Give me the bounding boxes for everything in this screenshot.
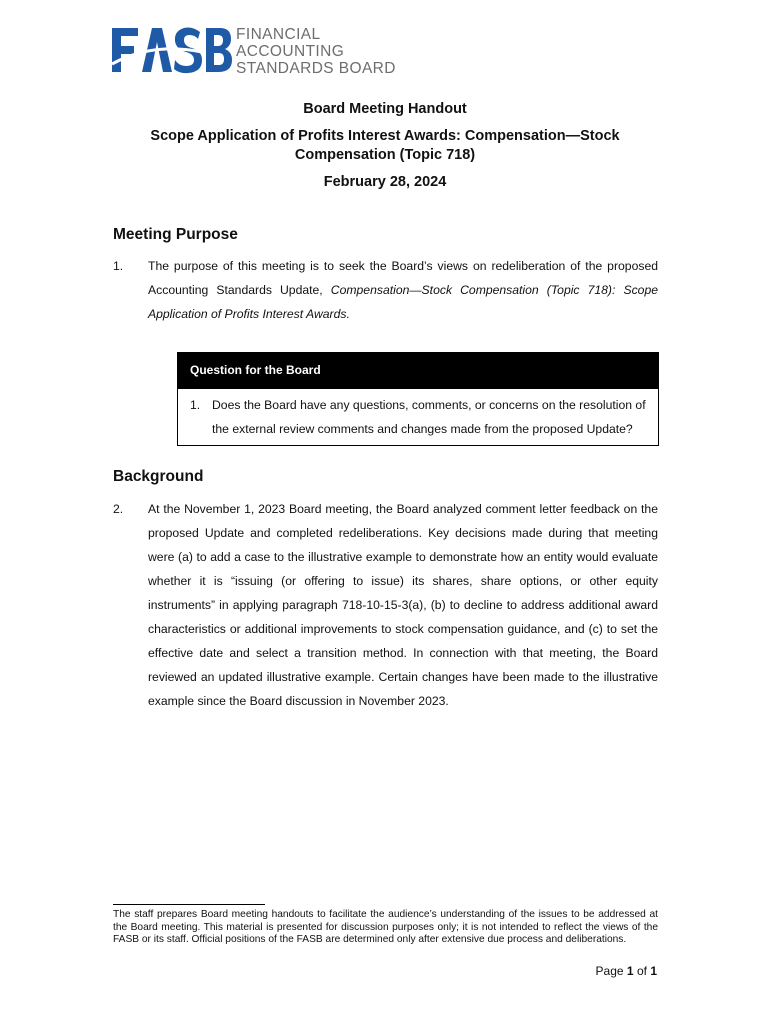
logo-line-2: ACCOUNTING: [236, 43, 345, 60]
page-current: 1: [626, 964, 634, 978]
page-total: 1: [650, 964, 657, 978]
question-number: 1.: [190, 398, 201, 412]
fasb-logo-text: [236, 26, 396, 77]
page-number: [596, 964, 657, 978]
fasb-logo-mark: [112, 24, 232, 76]
footnote: The staff prepares Board meeting handouts to facilitate the audience’s understanding of the issues to be addressed at the Board meeting. This material is presented for discussion purposes only; it is not intended to reflect the views of the FASB or its staff. Official positions of the FASB are determined only after extensive due process and deliberations.: [113, 909, 658, 945]
question-text: Does the Board have any questions, comments, or concerns on the resolution of the external review comments and changes made from the proposed Update?: [212, 398, 646, 436]
logo-line-1: FINANCIAL: [236, 26, 321, 43]
question-box: [177, 352, 659, 446]
title-line-3: Compensation (Topic 718): [294, 147, 476, 163]
title-line-1: Board Meeting Handout: [303, 101, 467, 117]
title-date: February 28, 2024: [323, 174, 447, 190]
meeting-purpose-italic: Compensation—Stock Compensation (Topic 718): Scope Application of Profits Interest Awards.: [148, 283, 659, 321]
page-of: of: [636, 964, 647, 978]
fasb-logo: [112, 24, 232, 76]
paragraph-number: 1.: [113, 259, 124, 273]
footnote-rule: [113, 904, 265, 905]
question-box-header: Question for the Board: [178, 353, 658, 389]
background-paragraph: [113, 497, 658, 713]
page-label: Page: [595, 964, 624, 978]
document-title: [0, 100, 770, 192]
meeting-purpose-text: The purpose of this meeting is to seek the Board’s views on redeliberation of the proposed Accounting Standards Update,: [148, 259, 658, 297]
meeting-purpose-heading: Meeting Purpose: [113, 226, 238, 243]
background-text: At the November 1, 2023 Board meeting, the Board analyzed comment letter feedback on the proposed Update and completed redeliberations. Key decisions made during that meeting were (a) to add a case to the illustrative example to demonstrate how an entity would evaluate whether it is “issuing (or offering to issue) its shares, share options, or other equity instruments” in applying paragraph 718-10-15-3(a), (b) to decline to address additional award characteristics or additional improvements to stock compensation guidance, and (c) to set the effective date and select a transition method. In connection with that meeting, the Board reviewed an updated illustrative example. Certain changes have been made to the illustrative example since the Board discussion in November 2023.: [148, 502, 658, 708]
meeting-purpose-paragraph: [113, 254, 658, 326]
paragraph-number: 2.: [113, 502, 124, 516]
background-heading: Background: [113, 468, 204, 485]
title-line-2: Scope Application of Profits Interest Awards: Compensation—Stock: [150, 128, 620, 144]
logo-line-3: STANDARDS BOARD: [236, 60, 396, 77]
